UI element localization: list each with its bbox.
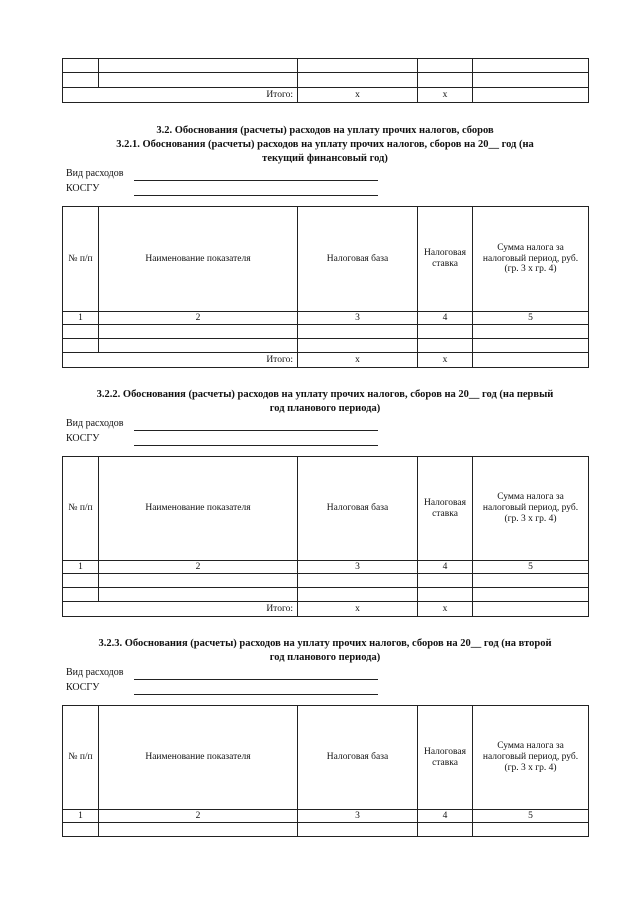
header-name: Наименование показателя xyxy=(99,706,298,810)
section-322-title-line2: год планового периода) xyxy=(269,403,381,414)
table-323 xyxy=(62,705,589,837)
top-total-x2: x xyxy=(418,88,473,103)
col-num-1: 1 xyxy=(63,312,99,325)
col-num-4: 4 xyxy=(418,561,473,574)
header-name: Наименование показателя xyxy=(99,457,298,561)
table-322 xyxy=(62,456,589,617)
vid-rashodov-line-1[interactable] xyxy=(134,180,378,181)
header-base: Налоговая база xyxy=(298,706,418,810)
col-num-3: 3 xyxy=(298,561,418,574)
vid-rashodov-label-2: Вид расходов xyxy=(66,418,124,429)
kosgu-line-2[interactable] xyxy=(134,445,378,446)
col-num-5: 5 xyxy=(473,810,589,823)
header-base: Налоговая база xyxy=(298,207,418,312)
section-323-title-line1: 3.2.3. Обоснования (расчеты) расходов на уплату прочих налогов, сборов на 20__ год (на второй xyxy=(98,638,552,649)
header-num: № п/п xyxy=(63,457,99,561)
header-rate: Налоговая ставка xyxy=(418,457,473,561)
kosgu-label-2: КОСГУ xyxy=(66,433,100,444)
total-label: Итого: xyxy=(63,602,298,617)
header-name: Наименование показателя xyxy=(99,207,298,312)
kosgu-line-1[interactable] xyxy=(134,195,378,196)
table-321 xyxy=(62,206,589,368)
header-num: № п/п xyxy=(63,706,99,810)
section-322-title-line1: 3.2.2. Обоснования (расчеты) расходов на уплату прочих налогов, сборов на 20__ год (на первый xyxy=(96,389,554,400)
kosgu-label-1: КОСГУ xyxy=(66,183,100,194)
col-num-1: 1 xyxy=(63,810,99,823)
col-num-3: 3 xyxy=(298,810,418,823)
col-num-5: 5 xyxy=(473,312,589,325)
col-num-4: 4 xyxy=(418,312,473,325)
section-title: 3.2. Обоснования (расчеты) расходов на уплату прочих налогов, сборов xyxy=(156,125,494,136)
header-sum: Сумма налога за налоговый период, руб. (гр. 3 х гр. 4) xyxy=(473,457,589,561)
total-x: x xyxy=(298,353,418,368)
top-total-label: Итого: xyxy=(63,88,298,103)
section-321-title-line1: 3.2.1. Обоснования (расчеты) расходов на уплату прочих налогов, сборов на 20__ год (на xyxy=(116,139,534,150)
kosgu-line-3[interactable] xyxy=(134,694,378,695)
total-x: x xyxy=(418,353,473,368)
col-num-2: 2 xyxy=(99,312,298,325)
section-321-title-line2: текущий финансовый год) xyxy=(262,153,388,164)
kosgu-label-3: КОСГУ xyxy=(66,682,100,693)
header-base: Налоговая база xyxy=(298,457,418,561)
col-num-5: 5 xyxy=(473,561,589,574)
vid-rashodov-line-3[interactable] xyxy=(134,679,378,680)
vid-rashodov-line-2[interactable] xyxy=(134,430,378,431)
col-num-2: 2 xyxy=(99,810,298,823)
header-rate: Налоговая ставка xyxy=(418,706,473,810)
header-rate: Налоговая ставка xyxy=(418,207,473,312)
total-x: x xyxy=(418,602,473,617)
total-label: Итого: xyxy=(63,353,298,368)
col-num-3: 3 xyxy=(298,312,418,325)
total-x: x xyxy=(298,602,418,617)
header-num: № п/п xyxy=(63,207,99,312)
col-num-2: 2 xyxy=(99,561,298,574)
col-num-1: 1 xyxy=(63,561,99,574)
header-sum: Сумма налога за налоговый период, руб. (гр. 3 х гр. 4) xyxy=(473,207,589,312)
vid-rashodov-label-3: Вид расходов xyxy=(66,667,124,678)
section-323-title-line2: год планового периода) xyxy=(269,652,381,663)
col-num-4: 4 xyxy=(418,810,473,823)
header-sum: Сумма налога за налоговый период, руб. (гр. 3 х гр. 4) xyxy=(473,706,589,810)
top-total-x1: x xyxy=(298,88,418,103)
vid-rashodov-label-1: Вид расходов xyxy=(66,168,124,179)
top-table xyxy=(62,58,589,103)
